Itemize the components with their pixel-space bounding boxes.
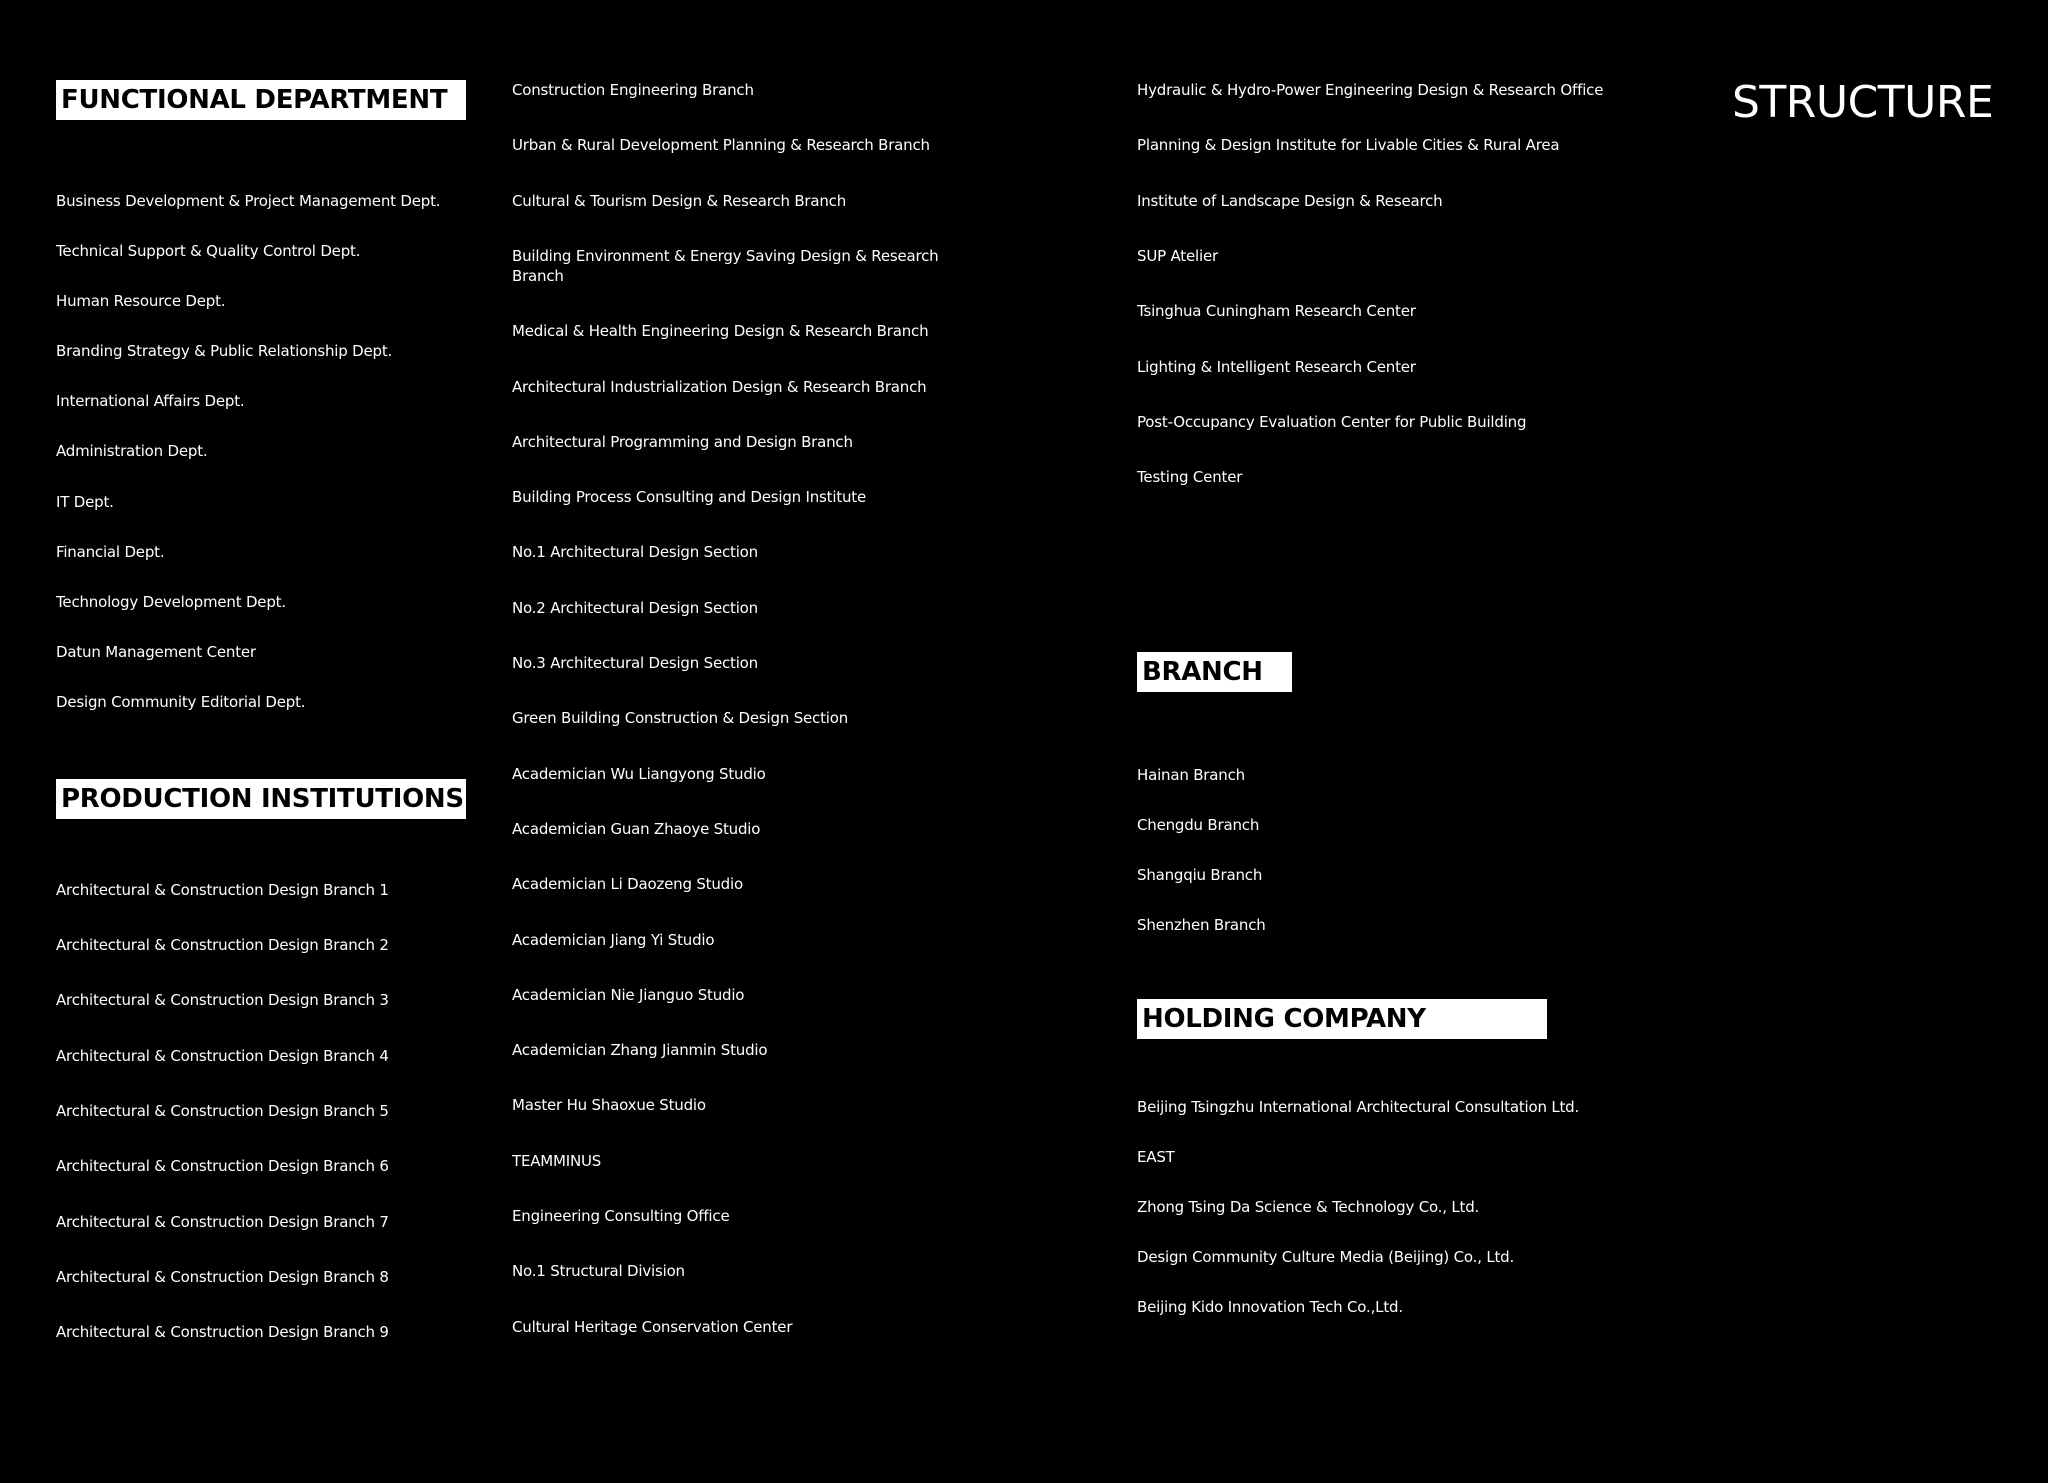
list-item: Academician Zhang Jianmin Studio (512, 1041, 768, 1059)
list-item: Cultural & Tourism Design & Research Branch (512, 192, 847, 210)
functional-department-heading: FUNCTIONAL DEPARTMENT (56, 80, 466, 120)
list-item: Administration Dept. (56, 442, 208, 460)
list-item: Building Process Consulting and Design Institute (512, 488, 867, 506)
list-item: Architectural & Construction Design Branch 2 (56, 936, 389, 954)
list-item: Financial Dept. (56, 543, 165, 561)
list-item: Building Environment & Energy Saving Design & Research Branch (512, 247, 939, 285)
list-item: No.1 Structural Division (512, 1262, 685, 1280)
list-item: Academician Nie Jianguo Studio (512, 986, 745, 1004)
list-item: No.2 Architectural Design Section (512, 599, 758, 617)
list-item: Green Building Construction & Design Section (512, 709, 849, 727)
list-item: Academician Wu Liangyong Studio (512, 765, 766, 783)
list-item: No.1 Architectural Design Section (512, 543, 758, 561)
list-item: Architectural & Construction Design Branch 6 (56, 1157, 389, 1175)
list-item: No.3 Architectural Design Section (512, 654, 758, 672)
list-item: Planning & Design Institute for Livable Cities & Rural Area (1137, 136, 1560, 154)
list-item: Construction Engineering Branch (512, 81, 754, 99)
list-item: Academician Jiang Yi Studio (512, 931, 715, 949)
list-item: Zhong Tsing Da Science & Technology Co., Ltd. (1137, 1198, 1480, 1216)
list-item: Medical & Health Engineering Design & Research Branch (512, 322, 929, 340)
production-institutions-heading: PRODUCTION INSTITUTIONS (56, 779, 466, 819)
list-item: Institute of Landscape Design & Research (1137, 192, 1443, 210)
list-item: Business Development & Project Management Dept. (56, 192, 441, 210)
list-item: Testing Center (1137, 468, 1243, 486)
list-item: Datun Management Center (56, 643, 256, 661)
page-title: STRUCTURE (1732, 77, 1994, 128)
list-item: Architectural & Construction Design Branch 5 (56, 1102, 389, 1120)
list-item: Tsinghua Cuningham Research Center (1137, 302, 1416, 320)
list-item: Post-Occupancy Evaluation Center for Public Building (1137, 413, 1527, 431)
list-item: Beijing Kido Innovation Tech Co.,Ltd. (1137, 1298, 1403, 1316)
list-item: SUP Atelier (1137, 247, 1218, 265)
list-item: Architectural Programming and Design Branch (512, 433, 853, 451)
holding-company-heading: HOLDING COMPANY (1137, 999, 1547, 1039)
list-item: Chengdu Branch (1137, 816, 1260, 834)
list-item: International Affairs Dept. (56, 392, 245, 410)
list-item: Branding Strategy & Public Relationship Dept. (56, 342, 393, 360)
list-item: Hydraulic & Hydro-Power Engineering Design & Research Office (1137, 81, 1604, 99)
list-item: Architectural & Construction Design Branch 3 (56, 991, 389, 1009)
list-item: Shenzhen Branch (1137, 916, 1266, 934)
list-item: EAST (1137, 1148, 1175, 1166)
branch-heading: BRANCH (1137, 652, 1292, 692)
list-item: Master Hu Shaoxue Studio (512, 1096, 706, 1114)
list-item: Academician Guan Zhaoye Studio (512, 820, 761, 838)
list-item: Beijing Tsingzhu International Architectural Consultation Ltd. (1137, 1098, 1580, 1116)
list-item: Cultural Heritage Conservation Center (512, 1318, 793, 1336)
list-item: Academician Li Daozeng Studio (512, 875, 743, 893)
list-item: Shangqiu Branch (1137, 866, 1263, 884)
list-item: TEAMMINUS (512, 1152, 602, 1170)
list-item: Engineering Consulting Office (512, 1207, 730, 1225)
list-item: Urban & Rural Development Planning & Research Branch (512, 136, 930, 154)
list-item: Architectural & Construction Design Branch 8 (56, 1268, 389, 1286)
list-item: Design Community Editorial Dept. (56, 693, 306, 711)
list-item: Architectural Industrialization Design & Research Branch (512, 378, 927, 396)
list-item: Architectural & Construction Design Branch 1 (56, 881, 389, 899)
list-item: Lighting & Intelligent Research Center (1137, 358, 1416, 376)
list-item: Design Community Culture Media (Beijing) Co., Ltd. (1137, 1248, 1515, 1266)
list-item: Hainan Branch (1137, 766, 1245, 784)
list-item: Technology Development Dept. (56, 593, 286, 611)
list-item: IT Dept. (56, 493, 114, 511)
list-item: Human Resource Dept. (56, 292, 226, 310)
list-item: Architectural & Construction Design Branch 7 (56, 1213, 389, 1231)
list-item: Technical Support & Quality Control Dept. (56, 242, 361, 260)
list-item: Architectural & Construction Design Branch 9 (56, 1323, 389, 1341)
list-item: Architectural & Construction Design Branch 4 (56, 1047, 389, 1065)
